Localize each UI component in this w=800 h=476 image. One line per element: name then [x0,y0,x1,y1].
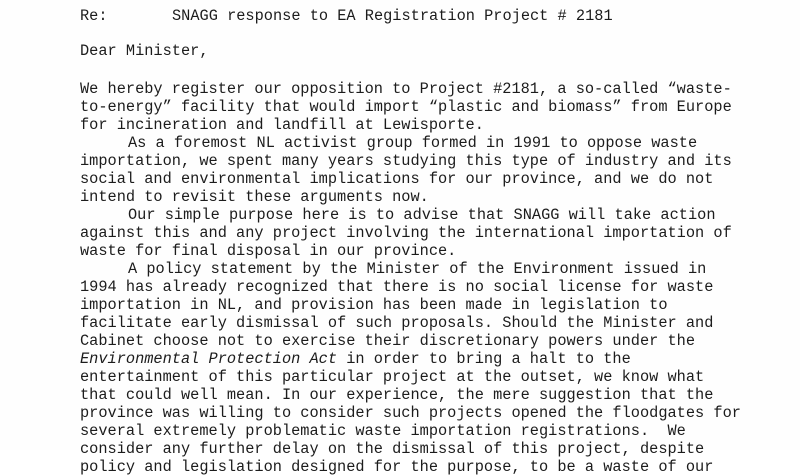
body-line-continuation: in order to bring a halt to the [337,350,631,368]
body-line: importation in NL, and provision has been made in legislation to [80,296,668,314]
body-line [80,350,631,368]
body-line: importation, we spent many years studying this type of industry and its [80,152,732,170]
paragraph-start: As a foremost NL activist group formed in 1991 to oppose waste [128,134,698,152]
body-line: policy and legislation designed for the purpose, to be a waste of our [80,458,714,476]
body-line: several extremely problematic waste importation registrations. We [80,422,686,440]
body-line: Cabinet choose not to exercise their discretionary powers under the [80,332,696,350]
body-line: We hereby register our opposition to Project #2181, a so-called “waste- [80,80,732,98]
body-line: province was willing to consider such projects opened the floodgates for [80,404,741,422]
body-line: for incineration and landfill at Lewisporte. [80,116,484,134]
salutation: Dear Minister, [80,42,209,60]
body-line: entertainment of this particular project at the outset, we know what [80,368,705,386]
body-line: to-energy” facility that would import “plastic and biomass” from Europe [80,98,732,116]
body-line: social and environmental implications for our province, and we do not [80,170,714,188]
body-line: facilitate early dismissal of such proposals. Should the Minister and [80,314,714,332]
body-line: 1994 has already recognized that there is no social license for waste [80,278,714,296]
body-line: that could well mean. In our experience, the mere suggestion that the [80,386,714,404]
body-line: against this and any project involving the international importation of [80,224,732,242]
body-line: consider any further delay on the dismissal of this project, despite [80,440,705,458]
act-title: Environmental Protection Act [80,350,338,368]
subject-line: SNAGG response to EA Registration Project # 2181 [172,7,613,25]
body-line: waste for final disposal in our province. [80,242,457,260]
re-label: Re: [80,7,108,25]
paragraph-start: Our simple purpose here is to advise that SNAGG will take action [128,206,716,224]
paragraph-start: A policy statement by the Minister of the Environment issued in [128,260,707,278]
body-line: intend to revisit these arguments now. [80,188,429,206]
